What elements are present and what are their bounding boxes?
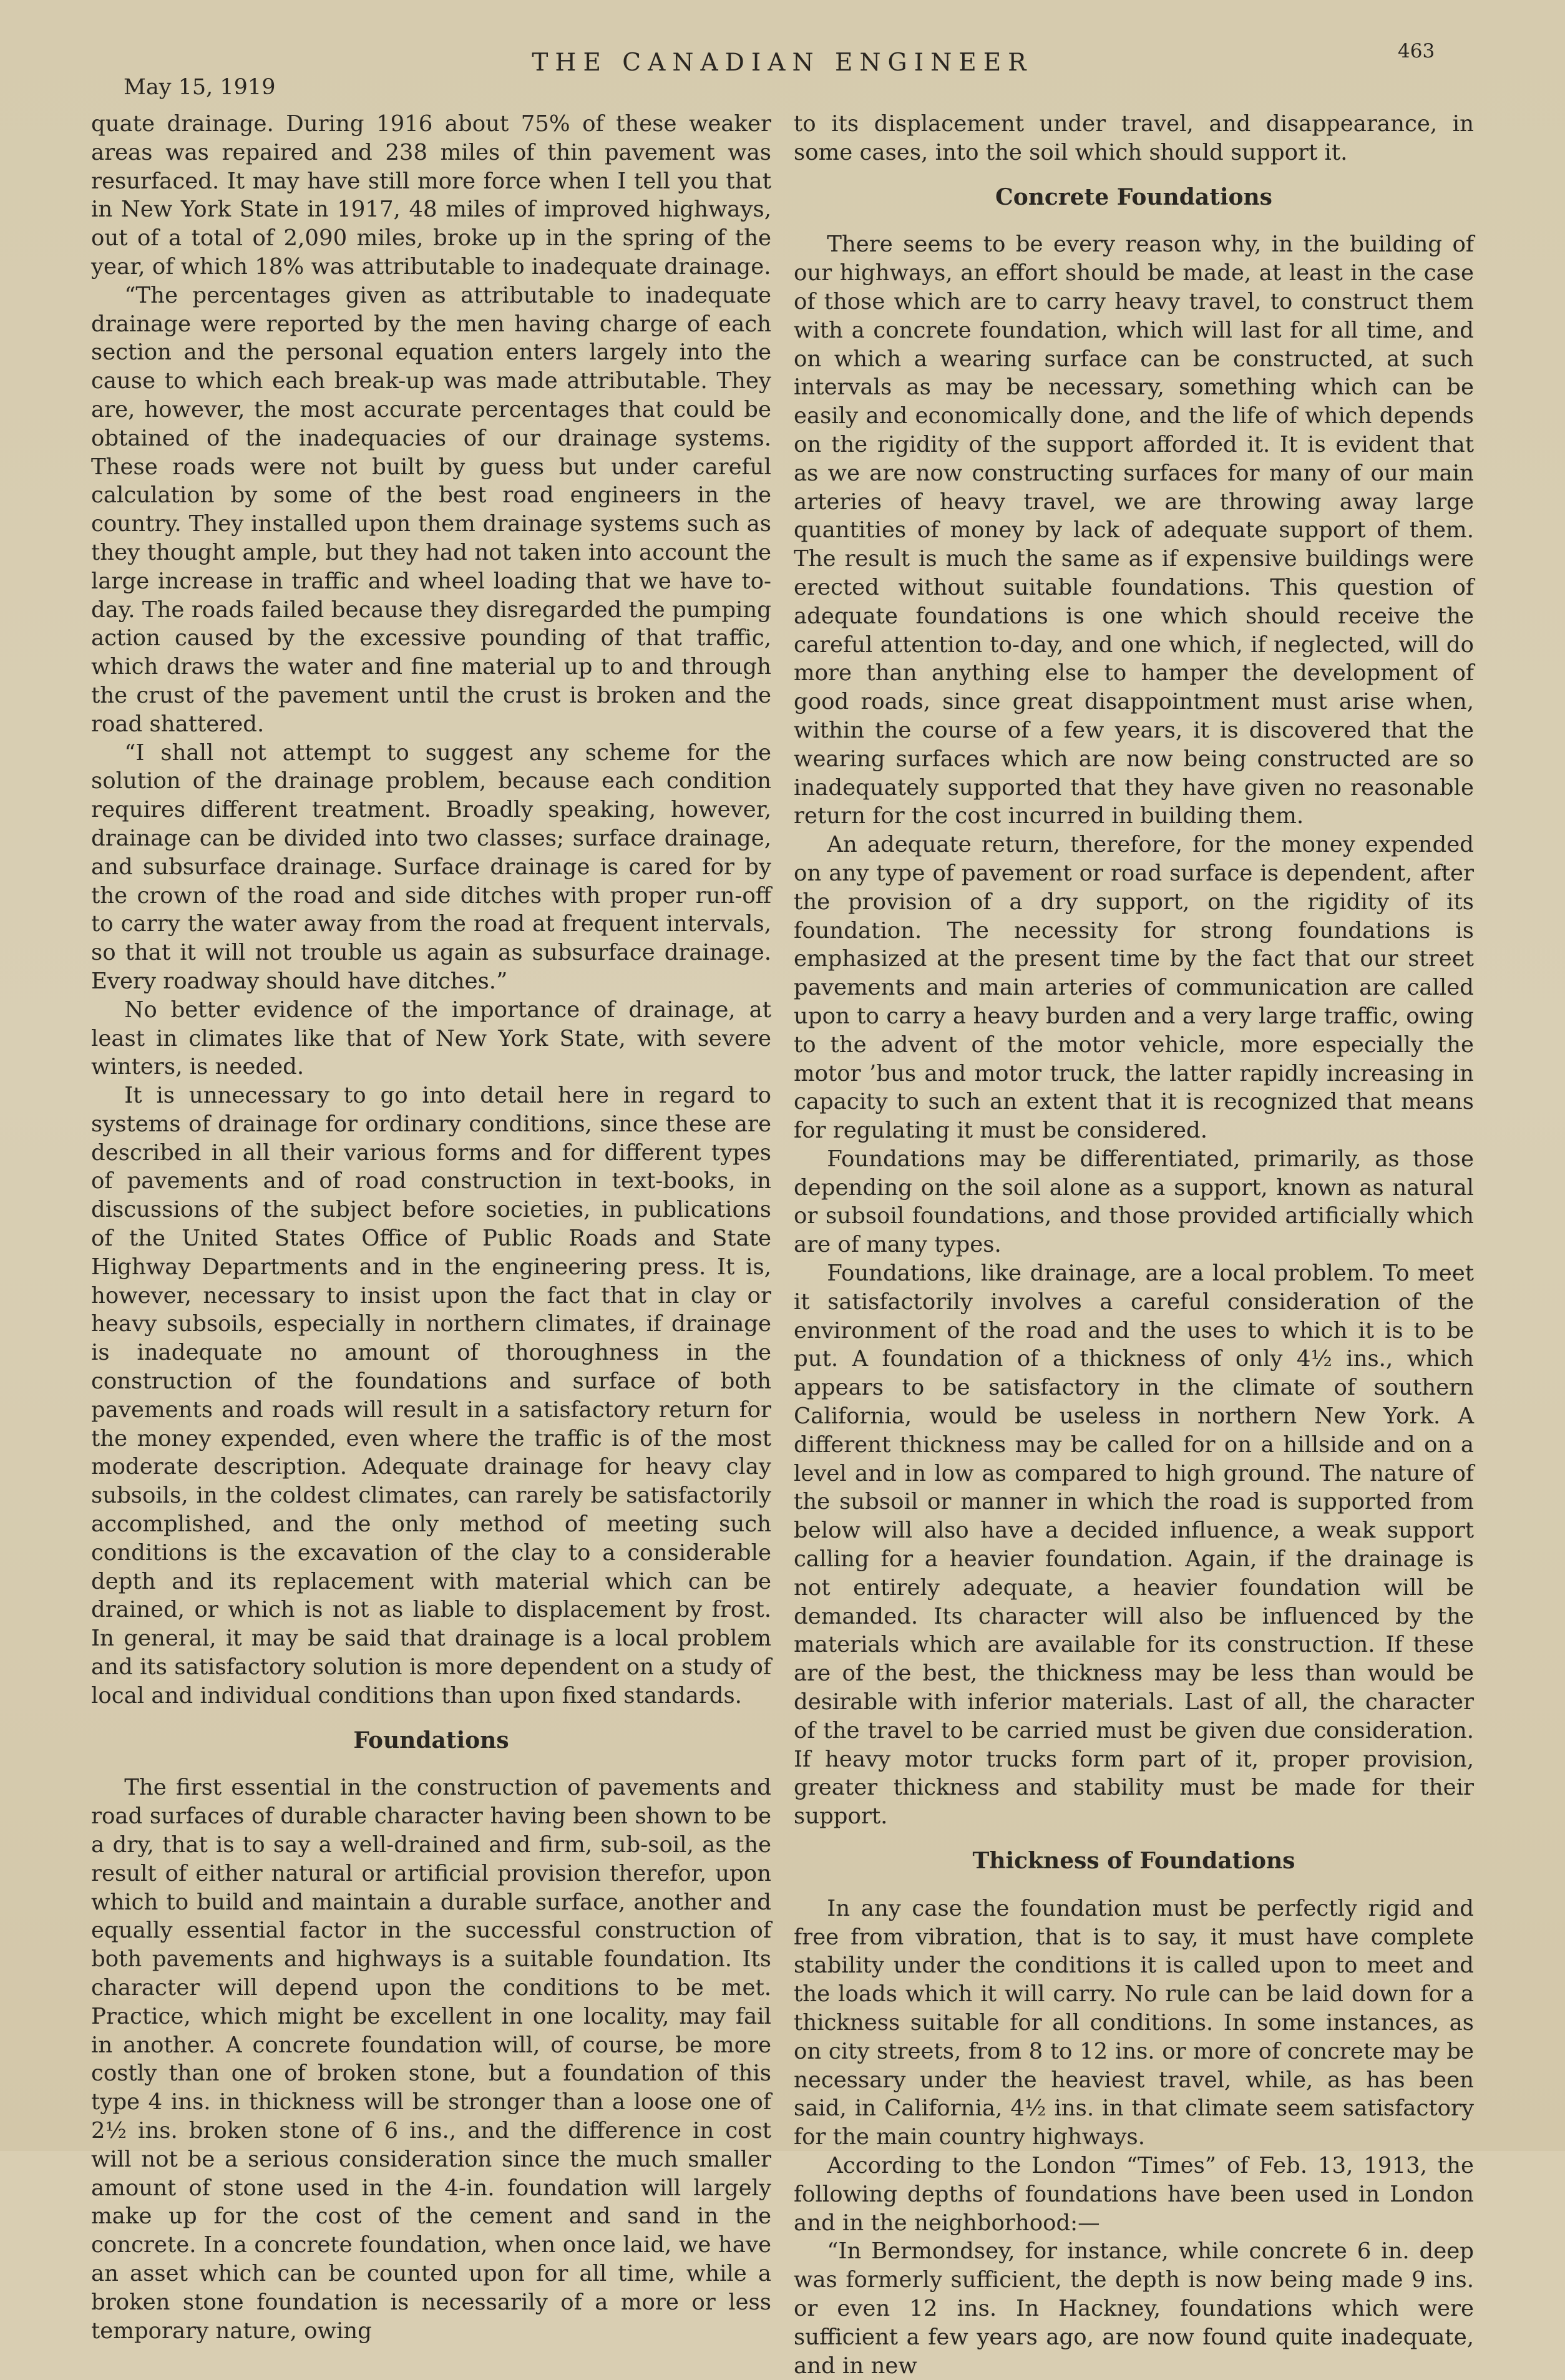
paragraph: An adequate return, therefore, for the money expended on any type of pavement or road surface is dependent, after the provision of a dry support, on the rigidity of its foundation. The necessity for strong foundations is emphasized at the present time by the fact that our street pavements and main arteries of communication are called upon to carry a heavy burden and a very large traffic, owing to the advent of the motor vehicle, more especially the motor ’bus and motor truck, the latter rapidly increasing in capacity to such an extent that it is recognized that means for regulating it must be considered. [794,832,1474,1144]
paragraph: It is unnecessary to go into detail here in regard to systems of drainage for ordinary conditions, since these are described in all their various forms and for different types of pavements and of road construction in text-books, in discussions of the subject before societies, in publications of the United States Office of Public Roads and State Highway Departments and in the engineering press. It is, however, necessary to insist upon the fact that in clay or heavy subsoils, especially in northern climates, if drainage is inadequate no amount of thoroughness in the construction of the foundations and surface of both pavements and roads will result in a satisfactory return for the money expended, even where the traffic is of the most moderate description. Adequate drainage for heavy clay subsoils, in the coldest climates, can rarely be satisfactorily accomplished, and the only method of meeting such conditions is the excavation of the clay to a considerable depth and its replacement with material which can be drained, or which is not as liable to displacement by frost. In general, it may be said that drainage is a local problem and its satisfactory solution is more dependent on a study of local and individual conditions than upon fixed standards. [91,1083,771,1709]
section-heading-foundations: Foundations [353,1727,509,1753]
paragraph: No better evidence of the importance of drainage, at least in climates like that of New York State, with severe winters, is needed. [91,997,771,1080]
paragraph: There seems to be every reason why, in the building of our highways, an effort should be made, at least in the case of those which are to carry heavy travel, to construct them with a concrete foundation, which will last for all time, and on which a wearing surface can be constructed, at such intervals as may be necessary, something which can be easily and economically done, and the life of which depends on the rigidity of the support afforded it. It is evident that as we are now constructing surfaces for many of our main arteries of heavy travel, we are throwing away large quantities of money by lack of adequate support of them. The result is much the same as if expensive buildings were erected without suitable foundations. This question of adequate foundations is one which should receive the careful attention to-day, and one which, if neglected, will do more than anything else to hamper the development of good roads, since great disappointment must arise when, within the course of a few years, it is discovered that the wearing surfaces which are now being constructed are so inadequately supported that they have given no reasonable return for the cost incurred in building them. [794,232,1474,829]
paragraph: In any case the foundation must be perfectly rigid and free from vibration, that is to say, it must have complete stability under the conditions it is called upon to meet and the loads which it will carry. No rule can be laid down for a thickness suitable for all conditions. In some instances, as on city streets, from 8 to 12 ins. or more of concrete may be necessary under the heaviest travel, while, as has been said, in California, 4½ ins. in that climate seem satisfactory for the main country highways. [794,1895,1474,2150]
paragraph: quate drainage. During 1916 about 75% of these weaker areas was repaired and 238 miles of thin pavement was resurfaced. It may have still more force when I tell you that in New York State in 1917, 48 miles of improved highways, out of a total of 2,090 miles, broke up in the spring of the year, of which 18% was attributable to inadequate drainage. [91,111,771,280]
page-header [0,36,1565,105]
paragraph: Foundations, like drainage, are a local problem. To meet it satisfactorily involves a careful consideration of the environment of the road and the uses to which it is to be put. A foundation of a thickness of only 4½ ins., which appears to be satisfactory in the climate of southern California, would be useless in northern New York. A different thickness may be called for on a hillside and on a level and in low as compared to high ground. The nature of the subsoil or manner in which the road is supported from below will also have a decided influence, a weak support calling for a heavier foundation. Again, if the drainage is not entirely adequate, a heavier foundation will be demanded. Its character will also be influenced by the materials which are available for its construction. If these are of the best, the thickness may be less than would be desirable with inferior materials. Last of all, the character of the travel to be carried must be given due consideration. If heavy motor trucks form part of it, proper provision, greater thickness and stability must be made for their support. [794,1261,1474,1830]
left-column [91,110,771,2345]
paragraph: Foundations may be differentiated, primarily, as those depending on the soil alone as a support, known as natural or subsoil foundations, and those provided artificially which are of many types. [794,1146,1474,1258]
page-number: 463 [1398,40,1435,62]
journal-title: THE CANADIAN ENGINEER [532,49,1033,77]
paragraph: “The percentages given as attributable to inadequate drainage were reported by the men having charge of each section and the personal equation enters largely into the cause to which each break-up was made attributable. They are, however, the most accurate percentages that could be obtained of the inadequacies of our drainage systems. These roads were not built by guess but under careful calculation by some of the best road engineers in the country. They installed upon them drainage systems such as they thought ample, but they had not taken into account the large increase in traffic and wheel loading that we have to-day. The roads failed because they disregarded the pumping action caused by the excessive pounding of that traffic, which draws the water and fine material up to and through the crust of the pavement until the crust is broken and the road shattered. [91,282,771,737]
right-column [794,110,1474,2380]
paragraph: “In Bermondsey, for instance, while concrete 6 in. deep was formerly sufficient, the depth is now being made 9 ins. or even 12 ins. In Hackney, foundations which were sufficient a few years ago, are now found quite inadequate, and in new [794,2238,1474,2379]
paragraph: The first essential in the construction of pavements and road surfaces of durable character having been shown to be a dry, that is to say a well-drained and firm, sub-soil, as the result of either natural or artificial provision therefor, upon which to build and maintain a durable surface, another and equally essential factor in the successful construction of both pavements and highways is a suitable foundation. Its character will depend upon the conditions to be met. Practice, which might be excellent in one locality, may fail in another. A concrete foundation will, of course, be more costly than one of broken stone, but a foundation of this type 4 ins. in thickness will be stronger than a loose one of 2½ ins. broken stone of 6 ins., and the difference in cost will not be a serious consideration since the much smaller amount of stone used in the 4-in. foundation will largely make up for the cost of the cement and sand in the concrete. In a concrete foundation, when once laid, we have an asset which can be counted upon for all time, while a broken stone foundation is necessarily of a more or less temporary nature, owing [91,1775,771,2344]
section-heading-concrete-foundations: Concrete Foundations [995,183,1272,210]
section-heading-thickness-of-foundations: Thickness of Foundations [972,1848,1295,1875]
paragraph: to its displacement under travel, and disappearance, in some cases, into the soil which should support it. [794,111,1474,165]
paragraph: According to the London “Times” of Feb. 13, 1913, the following depths of foundations have been used in London and in the neighborhood:— [794,2152,1474,2236]
paragraph: “I shall not attempt to suggest any scheme for the solution of the drainage problem, because each condition requires different treatment. Broadly speaking, however, drainage can be divided into two classes; surface drainage, and subsurface drainage. Surface drainage is cared for by the crown of the road and side ditches with proper run-off to carry the water away from the road at frequent intervals, so that it will not trouble us again as subsurface drainage. Every roadway should have ditches.” [91,739,771,994]
issue-date: May 15, 1919 [124,75,276,100]
